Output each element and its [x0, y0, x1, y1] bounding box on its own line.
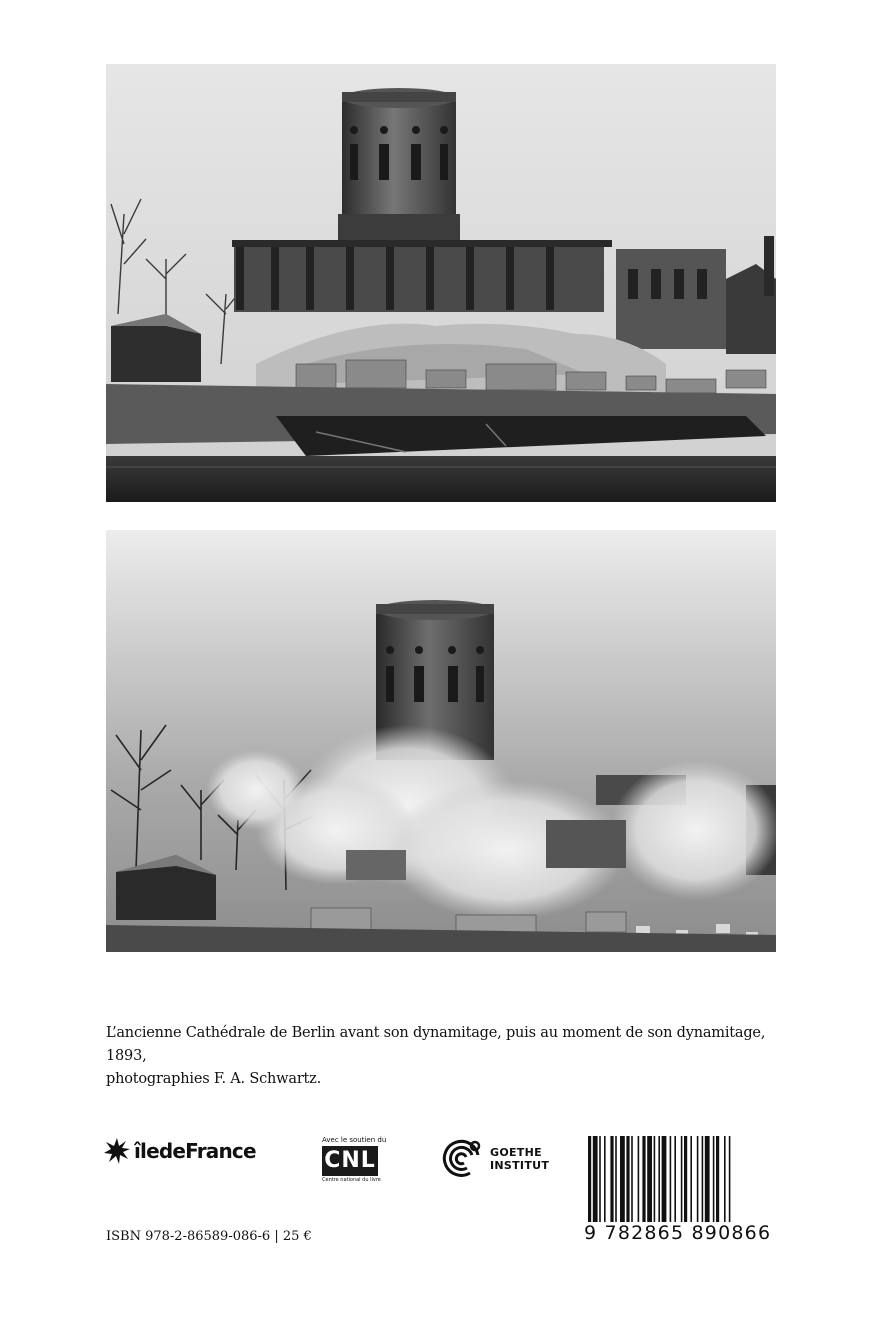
goethe-line-2: INSTITUT — [490, 1159, 550, 1172]
barcode-digits: 9 782865 890866 — [584, 1222, 780, 1244]
old-cathedral-ruins-photo — [106, 64, 776, 502]
photo-cathedral-before — [106, 64, 776, 502]
caption-line-2: photographies F. A. Schwartz. — [106, 1071, 322, 1087]
photo-cathedral-demolition — [106, 530, 776, 952]
isbn-price: ISBN 978-2-86589-086-6 | 25 € — [106, 1229, 312, 1244]
cnl-logo — [322, 1136, 387, 1183]
cnl-subtitle: Centre national du livre — [322, 1177, 381, 1183]
cnl-support-text: Avec le soutien du — [322, 1136, 387, 1144]
star-icon — [104, 1138, 130, 1164]
cathedral-demolition-photo — [106, 530, 776, 952]
photo-caption — [106, 1022, 786, 1091]
ile-de-france-logo — [104, 1137, 256, 1165]
caption-line-1: L’ancienne Cathédrale de Berlin avant son dynamitage, puis au moment de son dynamitage, 1893, — [106, 1025, 766, 1064]
cnl-box: CNL — [322, 1146, 378, 1176]
goethe-spiral-icon — [440, 1137, 484, 1181]
goethe-text — [490, 1146, 549, 1172]
goethe-line-1: GOETHE — [490, 1146, 542, 1159]
ile-de-france-text: îledeFrance — [134, 1139, 256, 1163]
goethe-institut-logo — [440, 1137, 549, 1181]
